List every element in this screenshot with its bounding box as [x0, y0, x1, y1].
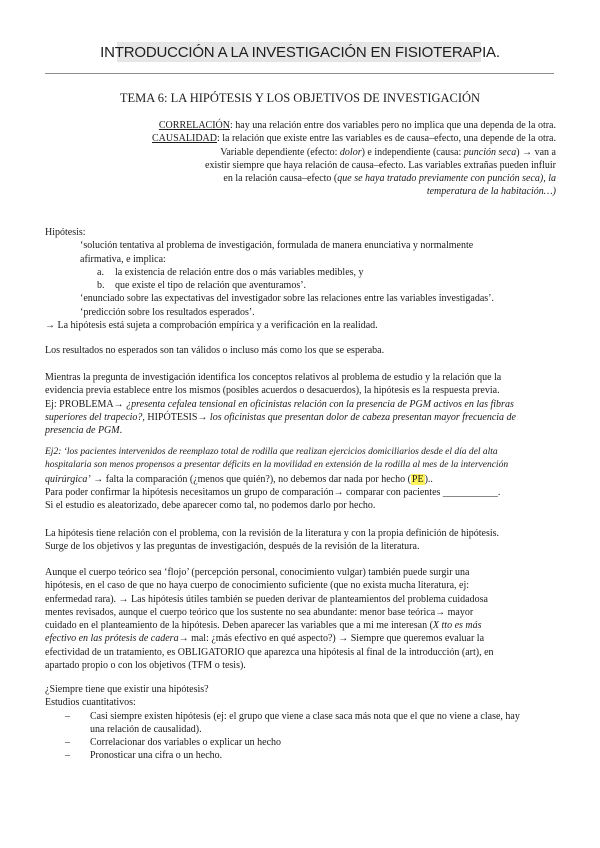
text: → falta la comparación (¿menos que quién?), no debemos dar nada por hecho (	[90, 473, 411, 485]
term-correlacion: CORRELACIÓN	[158, 120, 231, 131]
list-text: Pronosticar una cifra o un hecho.	[90, 750, 223, 762]
list-number: b.	[97, 280, 105, 292]
section-subheading: Estudios cuantitativos:	[45, 697, 136, 709]
paragraph-relacion	[45, 527, 557, 554]
quote-line: ‘enunciado sobre las expectativas del investigador sobre las relaciones entre las variables investigadas’.	[80, 293, 495, 305]
text-line: mentes revisados, aunque el cuerpo teórico que los sustente no sea abundante: menor base teórica→ mayor	[45, 606, 474, 618]
list-dash: –	[65, 750, 70, 762]
quote-line: afirmativa, e implica:	[80, 253, 166, 265]
variables-line	[90, 146, 556, 159]
text-italic: X tto es más	[432, 620, 482, 632]
text-italic: ¿presenta cefalea tensional en oficinistas relación con la presencia de PGM activos en las fibras	[126, 398, 514, 410]
list-text: Correlacionar dos variables o explicar un hecho	[90, 737, 282, 749]
text-line: Mientras la pregunta de investigación identifica los conceptos relativos al problema de estudio y la relación que la	[45, 372, 502, 383]
text: ) e independiente (causa:	[361, 146, 464, 158]
text-line	[45, 473, 557, 486]
paragraph-aunque	[45, 566, 557, 672]
hipotesis-heading: Hipótesis:	[45, 227, 86, 238]
text-line: Aunque el cuerpo teórico sea ‘flojo’ (percepción personal, conocimiento vulgar) también puede surgir una	[45, 567, 470, 578]
text: .	[119, 425, 123, 437]
list-text: que existe el tipo de relación que aventuramos’.	[115, 280, 307, 292]
text-line: Ej2: ‘los pacientes intervenidos de reemplazo total de rodilla que realizan ejercicios domiciliarios desde el día del alta	[45, 447, 498, 457]
text-line: Para poder confirmar la hipótesis necesitamos un grupo de comparación→ comparar con pacientes ___________.	[45, 486, 501, 498]
list-item	[45, 710, 557, 723]
text: , HIPÓTESIS→	[142, 411, 210, 423]
header-title: INTRODUCCIÓN A LA INVESTIGACIÓN EN FISIOTERAPIA.	[100, 44, 500, 61]
variables-line: existir siempre que haya relación de causa–efecto. Las variables extrañas pueden influir	[205, 159, 556, 171]
text: ) → van a	[516, 146, 556, 158]
paragraph-ej2	[45, 446, 557, 512]
text-italic: que se haya tratado previamente con punción seca), la	[337, 173, 556, 185]
text: → mal: ¿más efectivo en qué aspecto?) → Siempre que queremos evaluar la	[178, 633, 485, 645]
text-line: Si el estudio es aleatorizado, debe aparecer como tal, no podemos darlo por hecho.	[45, 500, 376, 512]
list-item	[45, 736, 557, 749]
text-line: efectividad de un tratamiento, es OBLIGATORIO que aparezca una hipótesis al final de la introducción (art), en	[45, 646, 494, 658]
list-dash: –	[65, 710, 70, 722]
siempre-section	[45, 683, 557, 763]
list-text: Casi siempre existen hipótesis (ej: el grupo que viene a clase saca más nota que el que no viene a clase, hay	[90, 710, 520, 722]
list-number: a.	[97, 266, 104, 278]
section-question: ¿Siempre tiene que existir una hipótesis?	[45, 684, 209, 695]
text-italic: dolor	[339, 146, 362, 158]
variables-line	[90, 172, 556, 185]
text-line	[45, 632, 557, 645]
list-item	[45, 279, 557, 292]
text-line	[45, 619, 557, 632]
list-text: la existencia de relación entre dos o más variables medibles, y	[115, 266, 364, 278]
list-item	[45, 266, 557, 279]
highlighted-text: PE	[411, 473, 424, 485]
paragraph-mientras	[45, 371, 557, 437]
text-italic: los oficinistas que presentan dolor de cabeza presentan mayor frecuencia de	[209, 411, 516, 423]
text-italic: quirúrgica’	[45, 473, 91, 485]
text-line: enfermedad rara). → Las hipótesis útiles también se pueden derivar de planteamientos del problema cuidadosa	[45, 593, 488, 605]
paragraph-no-esperados: Los resultados no esperados son tan válidos o incluso más como los que se esperaba.	[45, 345, 385, 356]
text: Ej: PROBLEMA→	[45, 398, 127, 410]
text: Variable dependiente (efecto:	[220, 146, 340, 158]
list-item	[45, 749, 557, 762]
list-dash: –	[65, 737, 70, 749]
variables-line: temperatura de la habitación…)	[426, 186, 556, 198]
text-italic: efectivo en las prótesis de cadera	[45, 633, 179, 645]
text: )..	[424, 473, 433, 485]
definitions-block	[90, 119, 556, 199]
text-italic: superiores del trapecio?	[45, 411, 143, 423]
text-line: hospitalaria son menos propensos a presentar déficits en la movilidad en extensión de la rodilla al mes de la intervención	[45, 460, 509, 471]
example-1-line	[45, 411, 557, 424]
list-text: una relación de causalidad).	[90, 723, 202, 735]
example-1-line	[45, 398, 557, 411]
text-line: Surge de los objetivos y las preguntas de investigación, después de la revisión de la literatura.	[45, 541, 420, 553]
text-line: La hipótesis tiene relación con el problema, con la revisión de la literatura y con la propia definición de hipótesis.	[45, 528, 500, 539]
quote-line: ‘predicción sobre los resultados esperados’.	[80, 306, 255, 318]
definition-text: : la relación que existe entre las variables es de causa–efecto, una depende de la otra.	[216, 133, 556, 145]
definition-text: : hay una relación entre dos variables pero no implica que una dependa de la otra.	[230, 120, 556, 131]
topic-title: TEMA 6: LA HIPÓTESIS Y LOS OBJETIVOS DE INVESTIGACIÓN	[119, 91, 481, 105]
text: cuidado en el planteamiento de la hipótesis. Deben aparecer las variables que a mi me interesan (	[45, 620, 433, 632]
text-italic: punción seca	[463, 146, 517, 158]
text-line: evidencia previa establece entre los mismos (posibles acuerdos o desacuerdos), la hipótesis es la respuesta previa.	[45, 385, 500, 397]
text: en la relación causa–efecto (	[223, 173, 338, 185]
definition-causalidad	[90, 132, 556, 145]
list-item-continuation	[45, 723, 557, 736]
hipotesis-section	[45, 226, 557, 332]
header-rule	[45, 73, 554, 74]
example-1-line	[45, 424, 557, 437]
term-causalidad: CAUSALIDAD	[151, 133, 217, 145]
text-line: hipótesis, en el caso de que no haya cuerpo de conocimiento suficiente (que no exista mucha literatura, ej:	[45, 580, 470, 592]
definition-correlacion	[90, 119, 556, 132]
text-italic: presencia de PGM	[45, 425, 120, 437]
text-line: apartado propio o con los objetivos (TFM o tesis).	[45, 660, 246, 672]
quote-line: ‘solución tentativa al problema de investigación, formulada de manera enunciativa y normalmente	[80, 240, 474, 252]
conclusion-line: → La hipótesis está sujeta a comprobación empírica y a verificación en la realidad.	[45, 320, 378, 332]
